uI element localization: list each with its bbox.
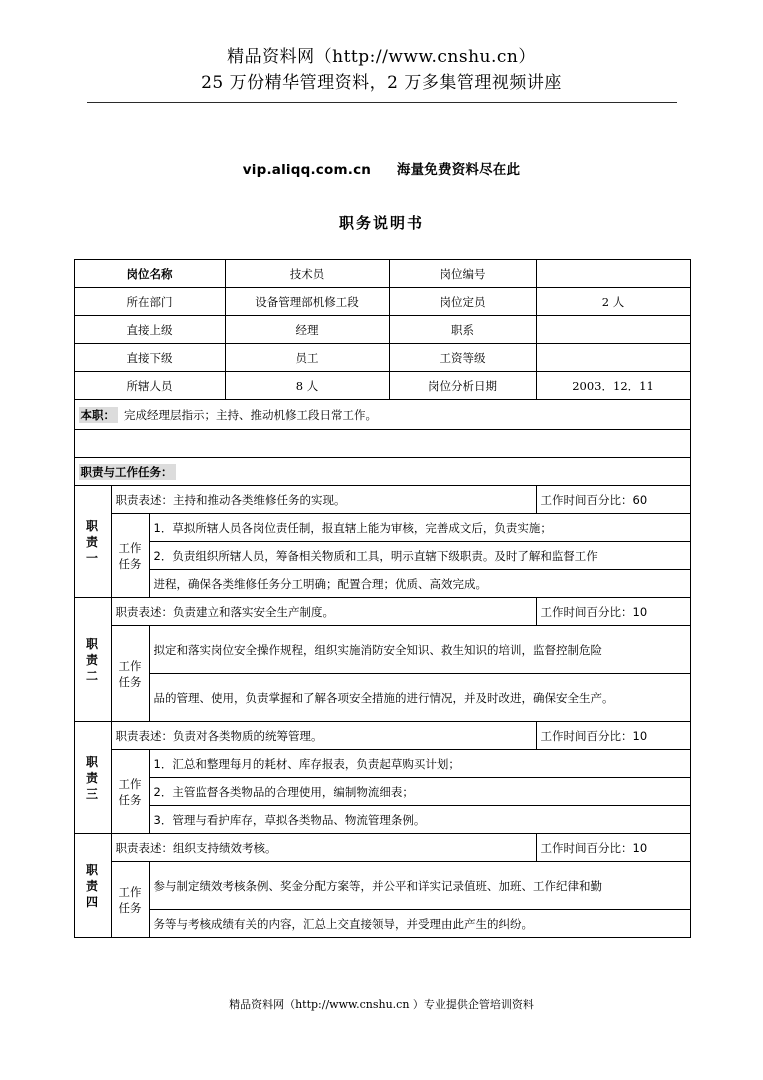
duty-description-label: 职责表述： bbox=[115, 604, 173, 619]
page-footer: 精品资料网（http://www.cnshu.cn ）专业提供企管培训资料 bbox=[229, 998, 534, 1011]
duty-percent-label: 工作时间百分比： bbox=[540, 840, 633, 855]
duty-description-cell bbox=[111, 598, 536, 626]
promo-slogan: 海量免费资料尽在此 bbox=[396, 162, 521, 178]
info-row bbox=[74, 372, 690, 400]
info-value-left: 经理 bbox=[225, 316, 389, 344]
duty-number-char: 二 bbox=[85, 668, 99, 683]
info-value-left: 员工 bbox=[225, 344, 389, 372]
duty-number-char: 职 bbox=[85, 862, 99, 877]
task-text-cell: 2．负责组织所辖人员，筹备相关物质和工具，明示直辖下级职责。及时了解和监督工作 bbox=[149, 542, 690, 570]
table-body bbox=[74, 260, 690, 938]
info-row bbox=[74, 260, 690, 288]
task-label-char: 工作 bbox=[118, 776, 142, 791]
benzhi-text: 完成经理层指示；主持、推动机修工段日常工作。 bbox=[124, 407, 377, 422]
duty-number-char: 职 bbox=[85, 518, 99, 533]
info-value-right bbox=[536, 260, 690, 288]
info-value-right: 2 人 bbox=[536, 288, 690, 316]
job-description-table bbox=[74, 259, 691, 938]
info-value-right: 2003．12．11 bbox=[536, 372, 690, 400]
duty-percent-label: 工作时间百分比： bbox=[540, 492, 633, 507]
duty-number-cell bbox=[74, 722, 111, 834]
task-label-char: 任务 bbox=[118, 556, 142, 571]
benzhi-cell bbox=[74, 400, 690, 430]
task-label-char: 任务 bbox=[118, 900, 142, 915]
duty-percent-value: 10 bbox=[632, 728, 648, 743]
info-value-left: 8 人 bbox=[225, 372, 389, 400]
info-label-right: 岗位定员 bbox=[389, 288, 536, 316]
duty-task-row bbox=[74, 570, 690, 598]
task-text-cell: 1．草拟所辖人员各岗位责任制，报直辖上能为审核，完善成文后，负责实施； bbox=[149, 514, 690, 542]
section-heading-row bbox=[74, 458, 690, 486]
page-header bbox=[0, 0, 763, 103]
duty-description-cell bbox=[111, 486, 536, 514]
duty-task-row bbox=[74, 750, 690, 778]
duty-percent-label: 工作时间百分比： bbox=[540, 604, 633, 619]
task-text-cell: 1．汇总和整理每月的耗材、库存报表，负责起草购买计划； bbox=[149, 750, 690, 778]
info-row bbox=[74, 316, 690, 344]
task-label-char: 工作 bbox=[118, 540, 142, 555]
info-value-left: 技术员 bbox=[225, 260, 389, 288]
header-line-1: 精品资料网（http://www.cnshu.cn） bbox=[227, 47, 536, 67]
duty-number-char: 责 bbox=[85, 770, 99, 785]
duty-percent-cell bbox=[536, 598, 690, 626]
info-label-left: 岗位名称 bbox=[74, 260, 225, 288]
task-label-cell bbox=[111, 750, 149, 834]
duty-description-label: 职责表述： bbox=[115, 728, 173, 743]
promo-site: vip.aliqq.com.cn bbox=[242, 162, 372, 178]
task-text-cell: 3．管理与看护库存，草拟各类物品、物流管理条例。 bbox=[149, 806, 690, 834]
info-label-right: 职系 bbox=[389, 316, 536, 344]
duty-description-cell bbox=[111, 834, 536, 862]
duty-description-text: 主持和推动各类维修任务的实现。 bbox=[173, 492, 346, 507]
duty-number-char: 一 bbox=[85, 550, 99, 565]
duty-number-char: 四 bbox=[85, 894, 99, 909]
info-label-right: 工资等级 bbox=[389, 344, 536, 372]
info-label-left: 所在部门 bbox=[74, 288, 225, 316]
duty-description-label: 职责表述： bbox=[115, 840, 173, 855]
info-value-right bbox=[536, 316, 690, 344]
info-label-right: 岗位编号 bbox=[389, 260, 536, 288]
duty-number-char: 责 bbox=[85, 652, 99, 667]
task-label-char: 任务 bbox=[118, 674, 142, 689]
header-line-2: 25 万份精华管理资料，2 万多集管理视频讲座 bbox=[201, 73, 562, 93]
duty-number-char: 责 bbox=[85, 534, 99, 549]
duty-task-row bbox=[74, 674, 690, 722]
info-row bbox=[74, 344, 690, 372]
benzhi-row bbox=[74, 400, 690, 430]
page-title: 职务说明书 bbox=[338, 214, 424, 232]
task-label-cell bbox=[111, 626, 149, 722]
duty-task-row bbox=[74, 862, 690, 910]
duty-number-cell bbox=[74, 486, 111, 598]
task-label-cell bbox=[111, 862, 149, 938]
task-text-cell: 进程，确保各类维修任务分工明确；配置合理；优质、高效完成。 bbox=[149, 570, 690, 598]
duty-number-char: 三 bbox=[85, 786, 99, 801]
spacer-row bbox=[74, 430, 690, 458]
duty-percent-value: 10 bbox=[632, 840, 648, 855]
duty-number-char: 职 bbox=[85, 636, 99, 651]
duty-percent-value: 10 bbox=[632, 604, 648, 619]
task-text-cell: 2．主管监督各类物品的合理使用，编制物流细表； bbox=[149, 778, 690, 806]
info-label-left: 直接下级 bbox=[74, 344, 225, 372]
duty-percent-value: 60 bbox=[632, 492, 648, 507]
spacer-cell bbox=[74, 430, 690, 458]
duty-task-row bbox=[74, 626, 690, 674]
promo-line bbox=[0, 158, 763, 178]
duty-desc-row bbox=[74, 486, 690, 514]
task-label-char: 任务 bbox=[118, 792, 142, 807]
duty-number-cell bbox=[74, 598, 111, 722]
duty-number-cell bbox=[74, 834, 111, 938]
duty-description-label: 职责表述： bbox=[115, 492, 173, 507]
benzhi-label: 本职： bbox=[79, 407, 119, 423]
duty-percent-cell bbox=[536, 722, 690, 750]
task-label-cell bbox=[111, 514, 149, 598]
task-label-char: 工作 bbox=[118, 884, 142, 899]
info-value-right bbox=[536, 344, 690, 372]
task-text-cell: 品的管理、使用，负责掌握和了解各项安全措施的进行情况，并及时改进，确保安全生产。 bbox=[149, 674, 690, 722]
duty-percent-label: 工作时间百分比： bbox=[540, 728, 633, 743]
header-divider bbox=[87, 102, 677, 103]
info-label-right: 岗位分析日期 bbox=[389, 372, 536, 400]
section-heading-label: 职责与工作任务： bbox=[79, 464, 176, 480]
duty-description-text: 负责建立和落实安全生产制度。 bbox=[173, 604, 334, 619]
duty-desc-row bbox=[74, 834, 690, 862]
duty-percent-cell bbox=[536, 834, 690, 862]
duty-number-char: 责 bbox=[85, 878, 99, 893]
duty-description-text: 负责对各类物质的统筹管理。 bbox=[173, 728, 323, 743]
duty-number-char: 职 bbox=[85, 754, 99, 769]
duty-description-cell bbox=[111, 722, 536, 750]
duty-percent-cell bbox=[536, 486, 690, 514]
task-label-char: 工作 bbox=[118, 658, 142, 673]
duty-desc-row bbox=[74, 722, 690, 750]
info-label-left: 所辖人员 bbox=[74, 372, 225, 400]
duty-task-row bbox=[74, 778, 690, 806]
info-label-left: 直接上级 bbox=[74, 316, 225, 344]
info-value-left: 设备管理部机修工段 bbox=[225, 288, 389, 316]
duty-task-row bbox=[74, 910, 690, 938]
duty-task-row bbox=[74, 514, 690, 542]
task-text-cell: 务等与考核成绩有关的内容，汇总上交直接领导，并受理由此产生的纠纷。 bbox=[149, 910, 690, 938]
section-heading-cell bbox=[74, 458, 690, 486]
duty-desc-row bbox=[74, 598, 690, 626]
info-row bbox=[74, 288, 690, 316]
task-text-cell: 拟定和落实岗位安全操作规程，组织实施消防安全知识、救生知识的培训，监督控制危险 bbox=[149, 626, 690, 674]
duty-task-row bbox=[74, 542, 690, 570]
job-description-table-wrap bbox=[74, 259, 690, 938]
duty-task-row bbox=[74, 806, 690, 834]
duty-description-text: 组织支持绩效考核。 bbox=[173, 840, 277, 855]
task-text-cell: 参与制定绩效考核条例、奖金分配方案等，并公平和详实记录值班、加班、工作纪律和勤 bbox=[149, 862, 690, 910]
